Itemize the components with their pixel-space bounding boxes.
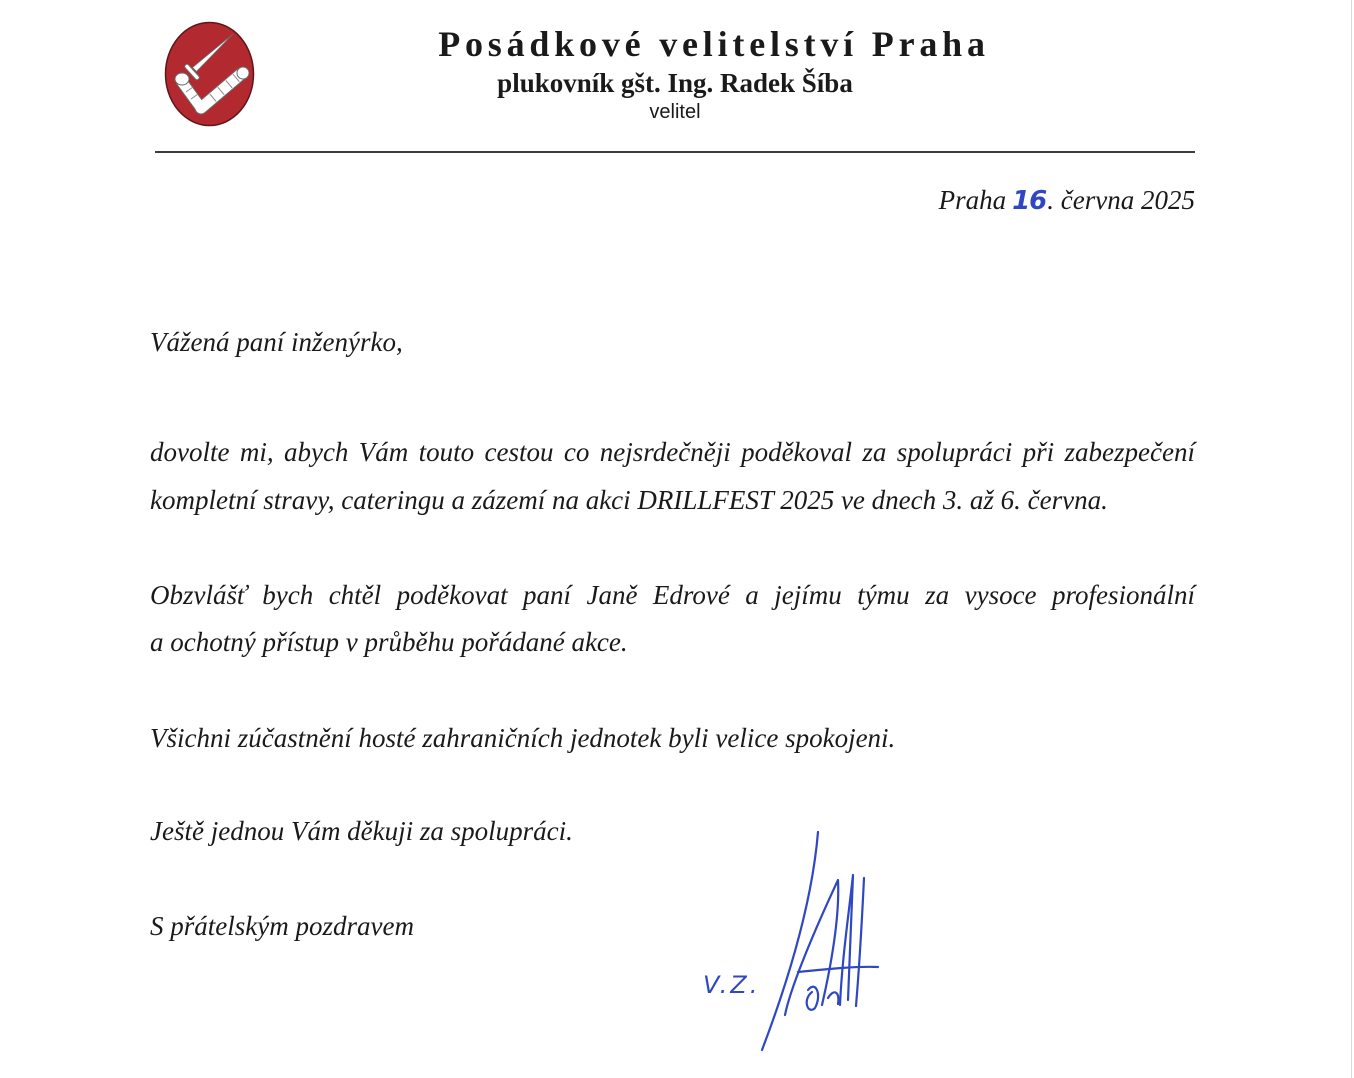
signature-stroke xyxy=(828,992,838,1004)
salutation: Vážená paní inženýrko, xyxy=(150,327,403,357)
signature-stroke xyxy=(807,987,818,1010)
signature-prefix: V.Z. xyxy=(703,971,761,999)
date-day-handwritten: 16 xyxy=(1012,186,1047,216)
commander-role: velitel xyxy=(649,101,701,123)
letterhead-title: Posádkové velitelství Praha xyxy=(438,24,990,64)
paragraph-2-line-2: a ochotný přístup v průběhu pořádané akce. xyxy=(150,627,628,657)
paragraph-1-line-2: kompletní stravy, cateringu a zázemí na akci DRILLFEST 2025 ve dnech 3. až 6. června. xyxy=(150,485,1108,515)
signature-stroke xyxy=(840,875,853,1005)
coat-of-arms-logo xyxy=(163,20,256,128)
signature-stroke xyxy=(856,878,864,1006)
commander-name: plukovník gšt. Ing. Radek Šíba xyxy=(497,68,853,98)
date-rest: . června 2025 xyxy=(1047,185,1195,215)
page-edge xyxy=(1351,0,1352,1078)
paragraph-2-line-1: Obzvlášť bych chtěl poděkovat paní Janě Edrové a jejímu týmu za vysoce profesionální xyxy=(150,580,1195,610)
paragraph-1-line-1: dovolte mi, abych Vám touto cestou co nejsrdečněji poděkoval za spolupráci při zabezpečení xyxy=(150,437,1195,467)
paragraph-4: Ještě jednou Vám děkuji za spolupráci. xyxy=(150,816,573,846)
header-divider xyxy=(155,151,1195,153)
date-place: Praha xyxy=(938,185,1007,215)
letter-date xyxy=(860,183,1195,218)
paragraph-3: Všichni zúčastnění hosté zahraničních jednotek byli velice spokojeni. xyxy=(150,723,896,753)
signature-stroke xyxy=(798,967,878,972)
handwritten-signature xyxy=(690,820,890,1060)
closing: S přátelským pozdravem xyxy=(150,911,414,941)
